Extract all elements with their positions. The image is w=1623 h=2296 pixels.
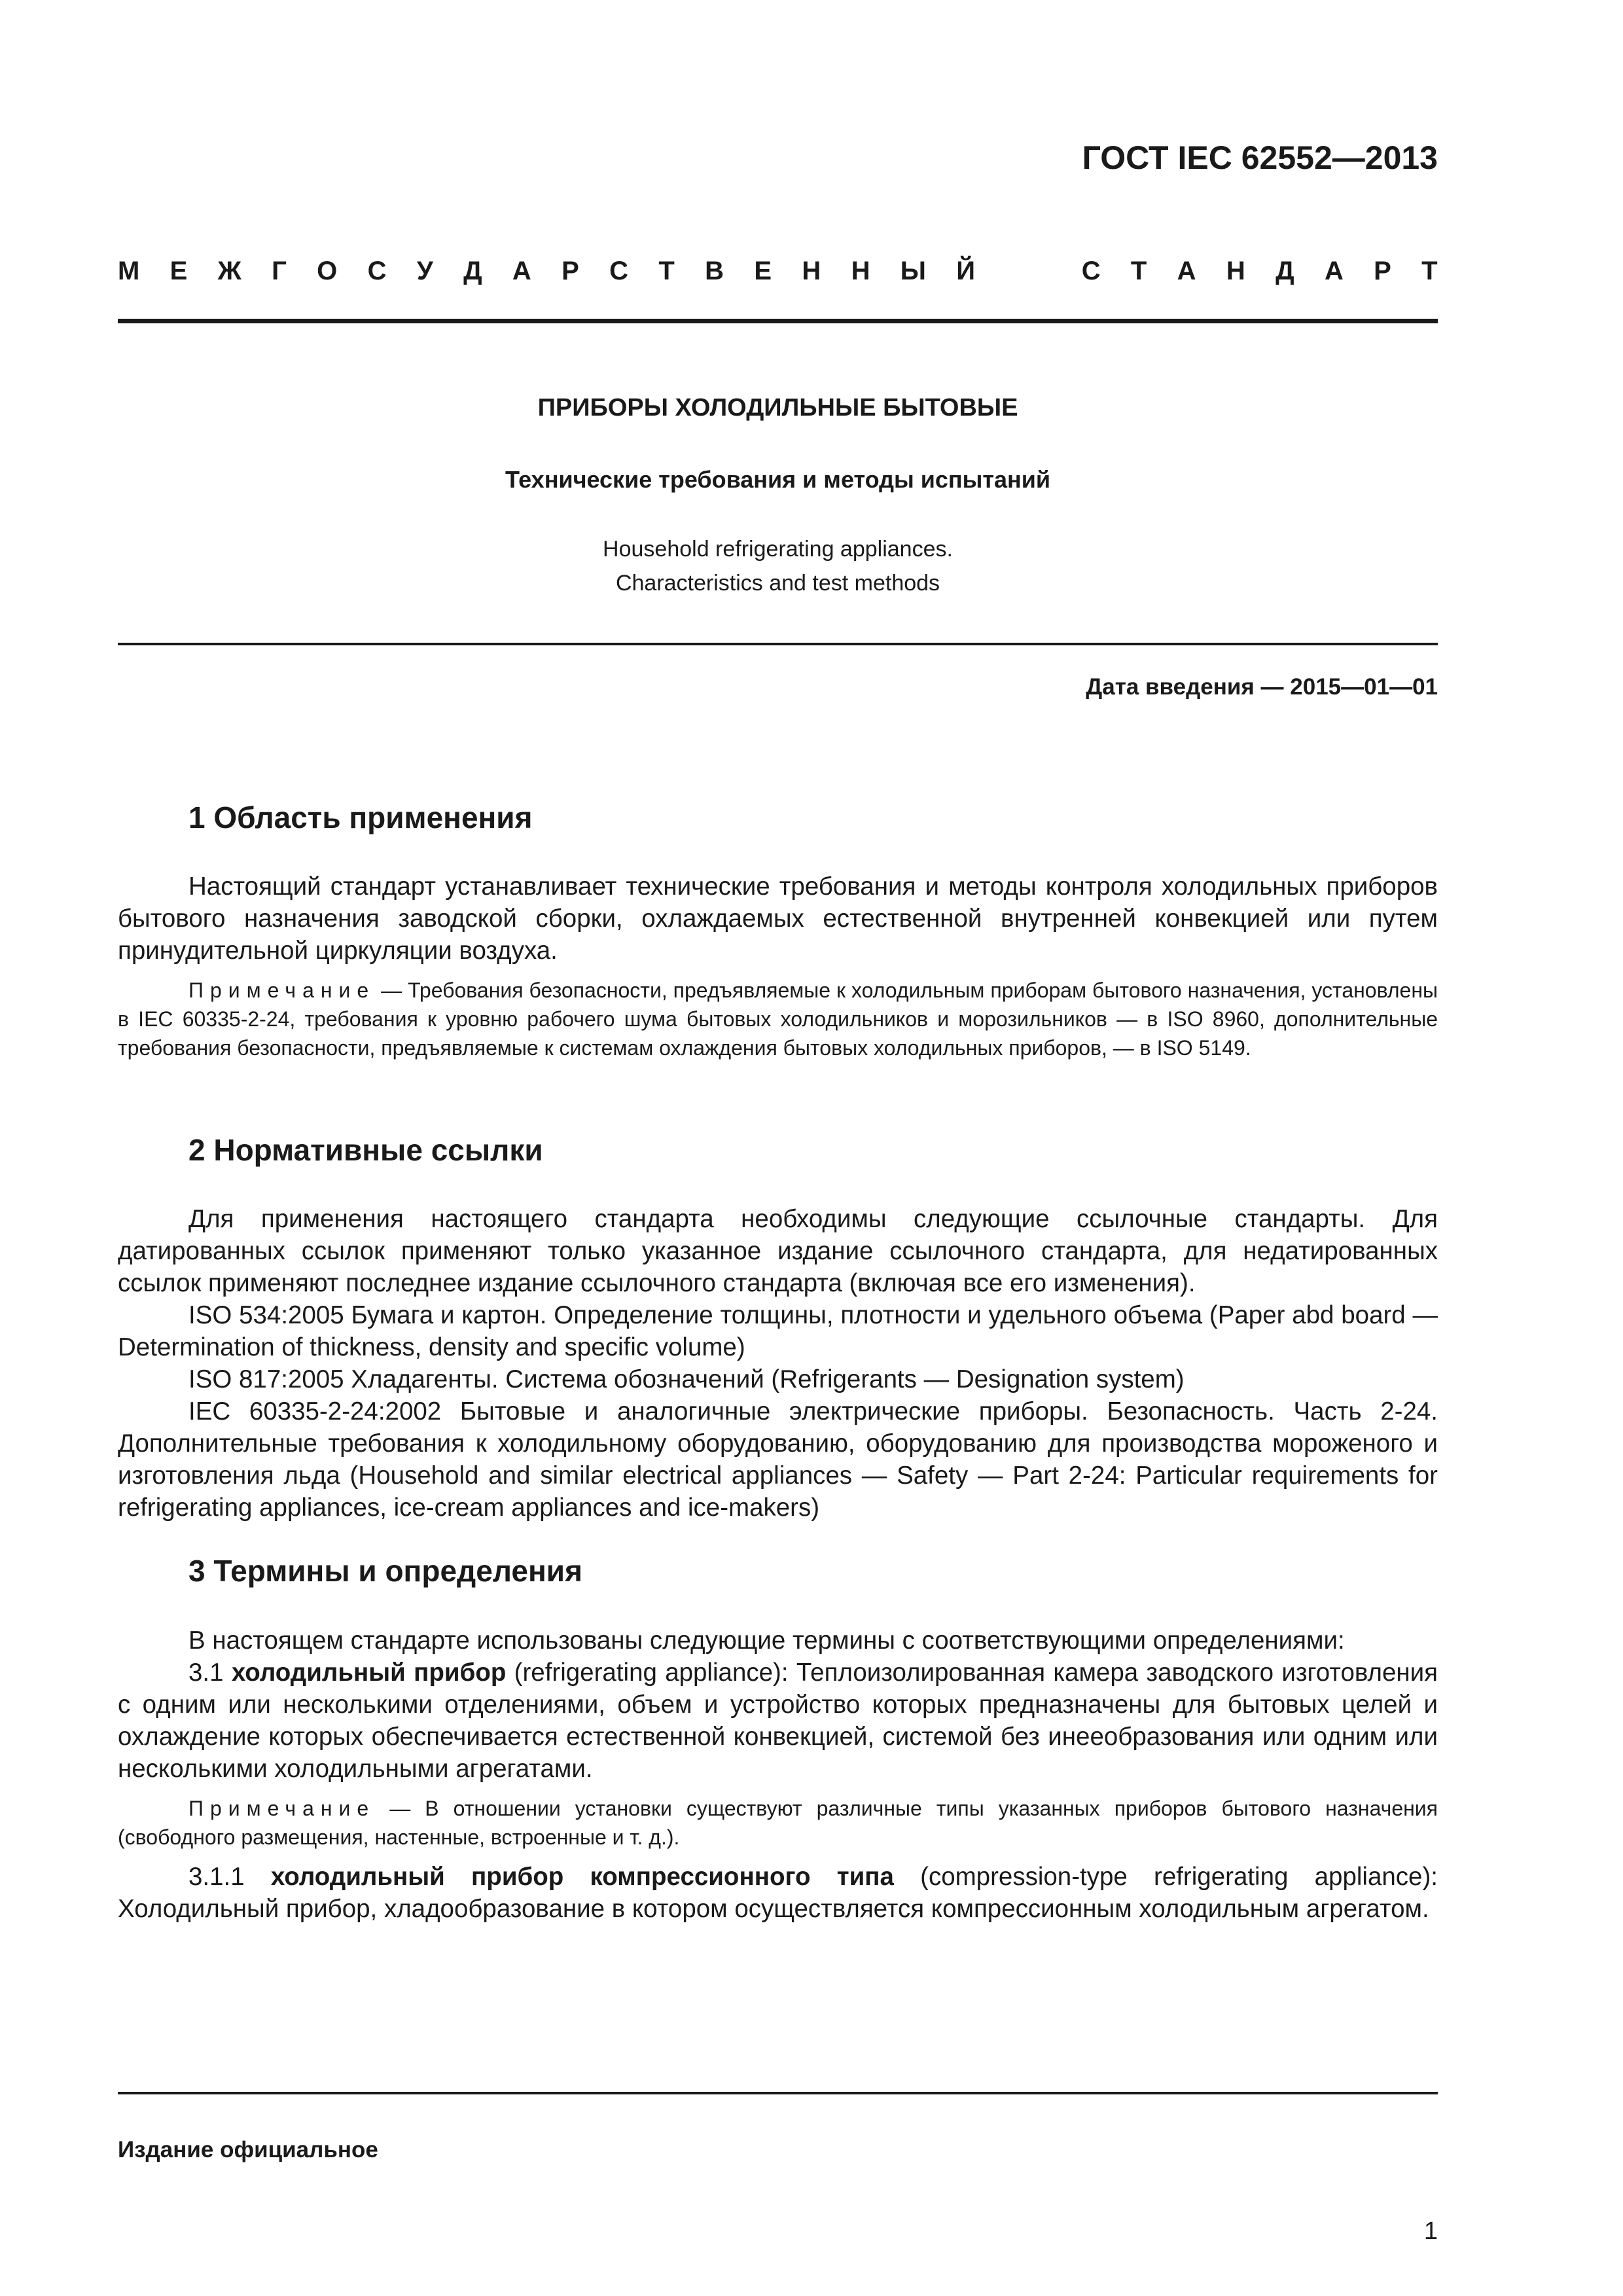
term-text: (refrigerating appliance): Теплоизолированная камера заводского изготовления с одним или несколькими отделениями, объем и устройство которых предназначены для бытовых целей и охлаждение которых обеспечивается естественной конвекцией, системой без инееобразования или одним или несколькими холодильными агрегатами. (118, 1659, 1438, 1783)
doc-type-letter: С (1081, 257, 1101, 285)
reference-item: IEC 60335-2-24:2002 Бытовые и аналогичные электрические приборы. Безопасность. Часть 2-24. Дополнительные требования к холодильному оборудованию, оборудованию для производства мороженого и изготовления льда (Household and similar electrical appliances — Safety — Part 2-24: Particular requirements for refrigerating appliances, ice-cream appliances and ice-makers) (118, 1397, 1438, 1522)
doc-type-letter: Т (1130, 257, 1147, 285)
doc-type-letter: О (317, 257, 338, 285)
doc-type-letter: Н (802, 257, 821, 285)
term-definition (118, 1861, 1438, 1925)
note-text: — В отношении установки существуют различные типы указанных приборов бытового назначения (свободного размещения, настенные, встроенные и т. д.). (118, 1797, 1438, 1849)
doc-type-letter: Д (1275, 257, 1294, 285)
section-heading: 1 Область применения (188, 800, 533, 834)
section-2-body (118, 1203, 1438, 1524)
doc-type-letter: У (416, 257, 433, 285)
doc-type-letter: М (118, 257, 140, 285)
term-title: холодильный прибор компрессионного типа (270, 1863, 894, 1891)
section-3-body (118, 1624, 1438, 1925)
section-1-body (118, 870, 1438, 1062)
doc-type-letter: Д (463, 257, 482, 285)
doc-type-letter: Г (272, 257, 287, 285)
term-title: холодильный прибор (231, 1659, 507, 1687)
term-number: 3.1.1 (188, 1863, 271, 1891)
doc-type-letter: А (1177, 257, 1196, 285)
document-type-spaced (118, 257, 1438, 286)
standard-title: ПРИБОРЫ ХОЛОДИЛЬНЫЕ БЫТОВЫЕ (537, 394, 1018, 422)
reference-item: ISO 534:2005 Бумага и картон. Определение толщины, плотности и удельного объема (Paper abd board — Determination of thickness, density and specific volume) (118, 1301, 1438, 1361)
standard-subtitle: Технические требования и методы испытаний (505, 466, 1051, 493)
doc-type-letter: Т (658, 257, 675, 285)
english-title-line: Characteristics and test methods (615, 571, 940, 596)
section-heading: 2 Нормативные ссылки (188, 1133, 543, 1167)
note-text: — Требования безопасности, предъявляемые к холодильным приборам бытового назначения, установлены в IEC 60335-2-24, требования к уровню рабочего шума бытовых холодильников и морозильников — в ISO 8960, дополнительные требования безопасности, предъявляемые к системам охлаждения бытовых холодильных приборов, — в ISO 5149. (118, 978, 1438, 1060)
doc-type-letter: Н (851, 257, 870, 285)
section-2 (118, 1132, 1438, 1168)
note-label: Примечание (188, 1797, 376, 1820)
paragraph: Для применения настоящего стандарта необходимы следующие ссылочные стандарты. Для датированных ссылок применяют только указанное издание ссылочного стандарта, для недатированных ссылок применяют последнее издание ссылочного стандарта (включая все его изменения). (118, 1205, 1438, 1297)
note (118, 976, 1438, 1062)
doc-type-letter: Р (562, 257, 579, 285)
note-label: Примечание (188, 978, 376, 1002)
doc-type-letter: Й (956, 257, 976, 285)
doc-type-letter: С (609, 257, 629, 285)
paragraph: Настоящий стандарт устанавливает технические требования и методы контроля холодильных приборов бытового назначения заводской сборки, охлаждаемых естественной внутренней конвекцией или путем принудительной циркуляции воздуха. (118, 872, 1438, 965)
paragraph: В настоящем стандарте использованы следующие термины с соответствующими определениями: (188, 1626, 1345, 1655)
word-gap (1005, 257, 1051, 286)
reference-item: ISO 817:2005 Хладагенты. Система обозначений (Refrigerants — Designation system) (188, 1365, 1185, 1393)
english-title (118, 532, 1438, 600)
doc-type-letter: А (1324, 257, 1344, 285)
doc-type-letter: В (705, 257, 724, 285)
term-number: 3.1 (188, 1659, 232, 1687)
footer-divider (118, 2092, 1438, 2094)
doc-type-letter: Н (1226, 257, 1245, 285)
official-edition-label: Издание официальное (118, 2137, 378, 2162)
doc-type-letter: Ж (217, 257, 241, 285)
doc-type-letter: Е (169, 257, 188, 285)
section-3 (118, 1553, 1438, 1588)
doc-type-letter: Т (1421, 257, 1438, 285)
doc-type-letter: Е (754, 257, 772, 285)
header-divider (118, 319, 1438, 323)
english-title-line: Household refrigerating appliances. (603, 537, 953, 562)
document-code: ГОСТ IEC 62552—2013 (1082, 139, 1438, 176)
section-heading: 3 Термины и определения (188, 1554, 582, 1588)
doc-type-letter: А (512, 257, 531, 285)
introduction-date: Дата введения — 2015—01—01 (1086, 674, 1438, 700)
section-1 (118, 800, 1438, 835)
title-divider (118, 643, 1438, 645)
term-definition (118, 1657, 1438, 1785)
doc-type-letter: С (367, 257, 387, 285)
term-text: (compression-type refrigerating appliance): Холодильный прибор, хладообразование в котором осуществляется компрессионным холодильным агрегатом. (118, 1863, 1438, 1923)
page-number: 1 (1423, 2217, 1438, 2245)
doc-type-letter: Ы (900, 257, 926, 285)
note (118, 1794, 1438, 1852)
doc-type-letter: Р (1374, 257, 1391, 285)
